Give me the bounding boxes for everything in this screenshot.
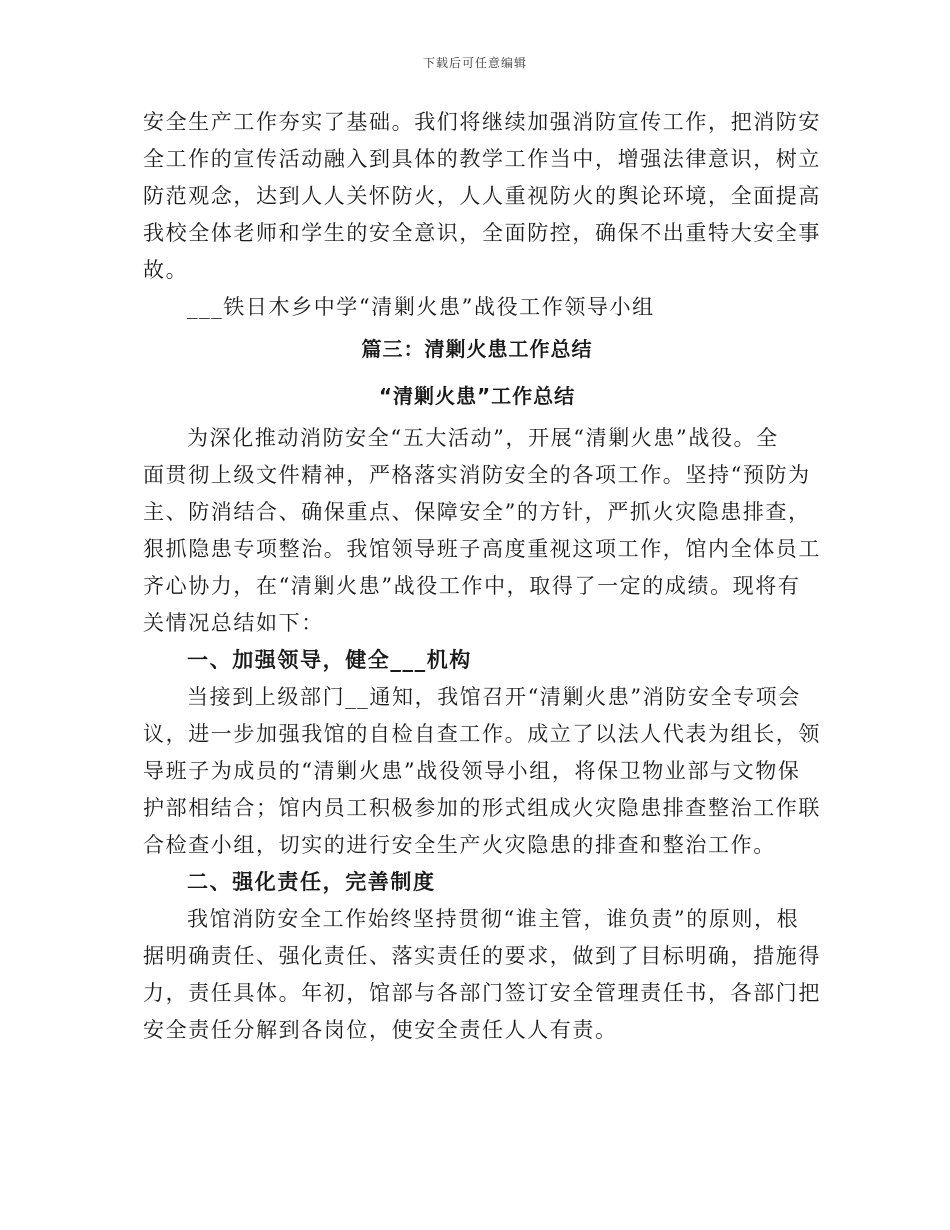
paragraph-line: 我馆消防安全工作始终坚持贯彻“谁主管，谁负责”的原则，根 — [187, 907, 800, 931]
paragraph-line: 我校全体老师和学生的安全意识，全面防控，确保不出重特大安全事 — [143, 221, 821, 245]
paragraph-line: 导班子为成员的“清剿火患”战役领导小组，将保卫物业部与文物保 — [143, 759, 801, 783]
paragraph-line: 为深化推动消防安全“五大活动”，开展“清剿火患”战役。全 — [187, 426, 779, 450]
section-title: 篇三：清剿火患工作总结 — [361, 337, 593, 361]
document-title: “清剿火患”工作总结 — [378, 384, 576, 408]
paragraph-line: 据明确责任、强化责任、落实责任的要求，做到了目标明确，措施得 — [143, 944, 821, 968]
paragraph-line: 力，责任具体。年初，馆部与各部门签订安全管理责任书，各部门把 — [143, 981, 821, 1005]
paragraph-line: 故。 — [143, 258, 189, 282]
paragraph-line: 议，进一步加强我馆的自检自查工作。成立了以法人代表为组长，领 — [143, 722, 821, 746]
paragraph-line: 合检查小组，切实的进行安全生产火灾隐患的排查和整治工作。 — [143, 833, 776, 857]
page-header: 下载后可任意编辑 — [422, 56, 527, 70]
paragraph-line: 关情况总结如下： — [143, 611, 324, 635]
paragraph-line: 护部相结合；馆内员工积极参加的形式组成火灾隐患排查整治工作联 — [143, 796, 821, 820]
signature-line: ___铁日木乡中学“清剿火患”战役工作领导小组 — [187, 295, 655, 319]
paragraph-line: 安全生产工作夯实了基础。我们将继续加强消防宣传工作，把消防安 — [143, 110, 821, 134]
paragraph-line: 安全责任分解到各岗位，使安全责任人人有责。 — [143, 1018, 618, 1042]
paragraph-line: 狠抓隐患专项整治。我馆领导班子高度重视这项工作，馆内全体员工 — [143, 537, 821, 561]
paragraph-line: 当接到上级部门__通知，我馆召开“清剿火患”消防安全专项会 — [187, 685, 801, 709]
paragraph-line: 全工作的宣传活动融入到具体的教学工作当中，增强法律意识，树立 — [143, 147, 821, 171]
paragraph-line: 防范观念，达到人人关怀防火，人人重视防火的舆论环境，全面提高 — [143, 184, 821, 208]
document-body — [143, 104, 821, 1049]
paragraph-line: 主、防消结合、确保重点、保障安全”的方针，严抓火灾隐患排查， — [143, 500, 811, 524]
section-heading: 二、强化责任，完善制度 — [187, 870, 436, 894]
paragraph-line: 面贯彻上级文件精神，严格落实消防安全的各项工作。坚持“预防为 — [143, 463, 811, 487]
section-heading: 一、加强领导，健全___机构 — [187, 648, 472, 672]
paragraph-line: 齐心协力，在“清剿火患”战役工作中，取得了一定的成绩。现将有 — [143, 574, 801, 598]
